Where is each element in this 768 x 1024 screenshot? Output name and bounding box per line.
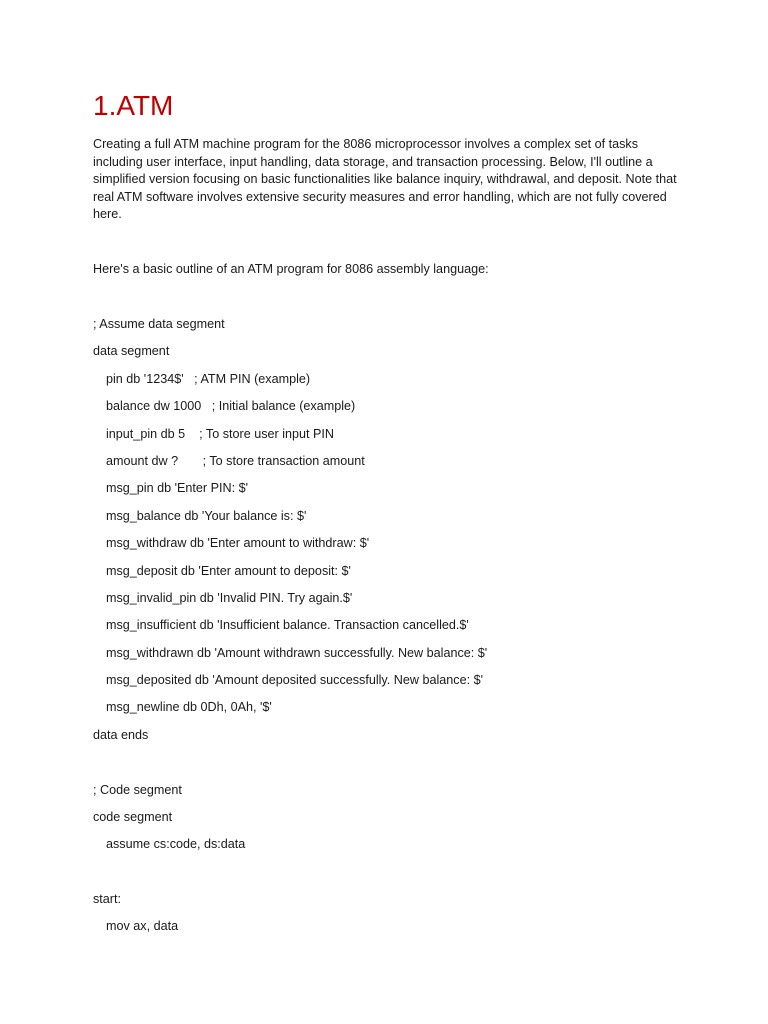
code-line: msg_deposit db 'Enter amount to deposit: $' (106, 564, 351, 578)
section-heading: 1.ATM (93, 90, 174, 121)
code-line: msg_insufficient db 'Insufficient balance. Transaction cancelled.$' (106, 618, 469, 632)
code-line: msg_withdrawn db 'Amount withdrawn successfully. New balance: $' (106, 646, 488, 660)
code-line: msg_withdraw db 'Enter amount to withdraw: $' (106, 536, 370, 550)
code-line: data segment (93, 344, 170, 358)
code-line: ; Code segment (93, 783, 182, 797)
code-line: code segment (93, 810, 173, 824)
code-line: start: (93, 892, 121, 906)
code-line: pin db '1234$' ; ATM PIN (example) (106, 372, 311, 386)
outline-intro: Here's a basic outline of an ATM program for 8086 assembly language: (93, 262, 489, 276)
code-line: msg_pin db 'Enter PIN: $' (106, 481, 249, 495)
code-line: msg_invalid_pin db 'Invalid PIN. Try again.$' (106, 591, 353, 605)
code-line: input_pin db 5 ; To store user input PIN (106, 427, 334, 441)
code-line: mov ax, data (106, 919, 179, 933)
code-line: amount dw ? ; To store transaction amount (106, 454, 365, 468)
intro-paragraph: Creating a full ATM machine program for the 8086 microprocessor involves a complex set of tasks including user interface, input handling, data storage, and transaction processing. Below, I'll outline a simplified version focusing on basic functionalities like balance inquiry, withdrawal, and deposit. Note that real ATM software involves extensive security measures and error handling, which are not fully covered here. (93, 137, 677, 222)
code-line: assume cs:code, ds:data (106, 837, 246, 851)
code-line: balance dw 1000 ; Initial balance (example) (106, 399, 356, 413)
code-line: msg_newline db 0Dh, 0Ah, '$' (106, 700, 272, 714)
code-line: msg_deposited db 'Amount deposited successfully. New balance: $' (106, 673, 484, 687)
code-line: ; Assume data segment (93, 317, 225, 331)
code-line: data ends (93, 728, 149, 742)
code-line: msg_balance db 'Your balance is: $' (106, 509, 307, 523)
